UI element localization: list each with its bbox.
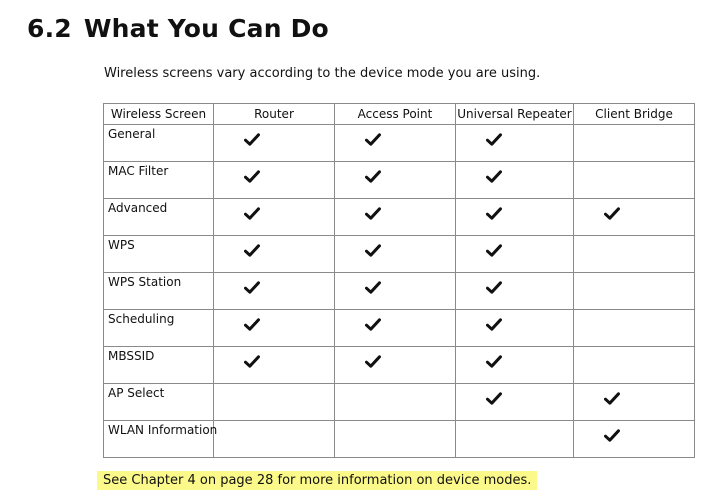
table-row: [104, 273, 695, 310]
table-row: [104, 125, 695, 162]
intro-paragraph: Wireless screens vary according to the device mode you are using.: [104, 66, 541, 81]
wireless-screen-name: AP Select: [104, 384, 214, 421]
table-row: [104, 162, 695, 199]
checkmark-icon: [365, 133, 381, 146]
mode-cell-universal-repeater: [456, 125, 574, 162]
mode-cell-client-bridge: [574, 347, 695, 384]
mode-cell-router: [214, 273, 335, 310]
section-number: 6.2: [27, 14, 72, 43]
column-header: Router: [214, 104, 335, 125]
checkmark-icon: [486, 133, 502, 146]
checkmark-icon: [486, 355, 502, 368]
checkmark-icon: [365, 355, 381, 368]
table-row: [104, 236, 695, 273]
mode-cell-router: [214, 199, 335, 236]
mode-cell-client-bridge: [574, 162, 695, 199]
checkmark-icon: [365, 170, 381, 183]
mode-cell-client-bridge: [574, 310, 695, 347]
column-header: Universal Repeater: [456, 104, 574, 125]
checkmark-icon: [486, 244, 502, 257]
table-header-row: [104, 104, 695, 125]
mode-cell-access-point: [335, 236, 456, 273]
mode-cell-access-point: [335, 347, 456, 384]
mode-cell-router: [214, 310, 335, 347]
mode-cell-router: [214, 236, 335, 273]
mode-cell-router: [214, 384, 335, 421]
table-row: [104, 347, 695, 384]
section-title: What You Can Do: [83, 14, 329, 43]
mode-cell-router: [214, 162, 335, 199]
wireless-screen-name: WPS: [104, 236, 214, 273]
checkmark-icon: [486, 392, 502, 405]
checkmark-icon: [365, 281, 381, 294]
mode-cell-access-point: [335, 310, 456, 347]
column-header: Wireless Screen: [104, 104, 214, 125]
table-row: [104, 199, 695, 236]
checkmark-icon: [244, 355, 260, 368]
checkmark-icon: [486, 170, 502, 183]
wireless-screen-name: WPS Station: [104, 273, 214, 310]
checkmark-icon: [604, 392, 620, 405]
checkmark-icon: [244, 170, 260, 183]
mode-cell-universal-repeater: [456, 421, 574, 458]
wireless-screen-name: MAC Filter: [104, 162, 214, 199]
mode-cell-client-bridge: [574, 199, 695, 236]
mode-cell-universal-repeater: [456, 310, 574, 347]
checkmark-icon: [486, 318, 502, 331]
checkmark-icon: [486, 207, 502, 220]
mode-cell-client-bridge: [574, 236, 695, 273]
checkmark-icon: [244, 244, 260, 257]
mode-cell-universal-repeater: [456, 384, 574, 421]
checkmark-icon: [365, 244, 381, 257]
mode-cell-access-point: [335, 421, 456, 458]
mode-cell-router: [214, 125, 335, 162]
mode-cell-client-bridge: [574, 125, 695, 162]
wireless-screen-name: Scheduling: [104, 310, 214, 347]
table-row: [104, 384, 695, 421]
checkmark-icon: [244, 133, 260, 146]
section-heading: [27, 14, 329, 43]
column-header: Client Bridge: [574, 104, 695, 125]
table-row: [104, 310, 695, 347]
mode-cell-universal-repeater: [456, 162, 574, 199]
wireless-screen-name: WLAN Information: [104, 421, 214, 458]
mode-cell-access-point: [335, 125, 456, 162]
mode-cell-access-point: [335, 384, 456, 421]
checkmark-icon: [365, 207, 381, 220]
footnote-highlighted: See Chapter 4 on page 28 for more information on device modes.: [97, 471, 537, 490]
mode-cell-router: [214, 421, 335, 458]
column-header: Access Point: [335, 104, 456, 125]
mode-cell-universal-repeater: [456, 236, 574, 273]
mode-cell-universal-repeater: [456, 199, 574, 236]
mode-cell-access-point: [335, 199, 456, 236]
mode-cell-router: [214, 347, 335, 384]
mode-cell-access-point: [335, 162, 456, 199]
checkmark-icon: [244, 318, 260, 331]
mode-cell-client-bridge: [574, 421, 695, 458]
mode-cell-client-bridge: [574, 384, 695, 421]
wireless-screen-name: General: [104, 125, 214, 162]
wireless-screen-name: MBSSID: [104, 347, 214, 384]
mode-cell-universal-repeater: [456, 273, 574, 310]
mode-cell-access-point: [335, 273, 456, 310]
table-row: [104, 421, 695, 458]
table-body: [104, 125, 695, 458]
wireless-screen-name: Advanced: [104, 199, 214, 236]
mode-cell-client-bridge: [574, 273, 695, 310]
checkmark-icon: [604, 429, 620, 442]
wireless-modes-table: [103, 103, 695, 458]
checkmark-icon: [604, 207, 620, 220]
checkmark-icon: [486, 281, 502, 294]
checkmark-icon: [244, 207, 260, 220]
mode-cell-universal-repeater: [456, 347, 574, 384]
checkmark-icon: [244, 281, 260, 294]
checkmark-icon: [365, 318, 381, 331]
